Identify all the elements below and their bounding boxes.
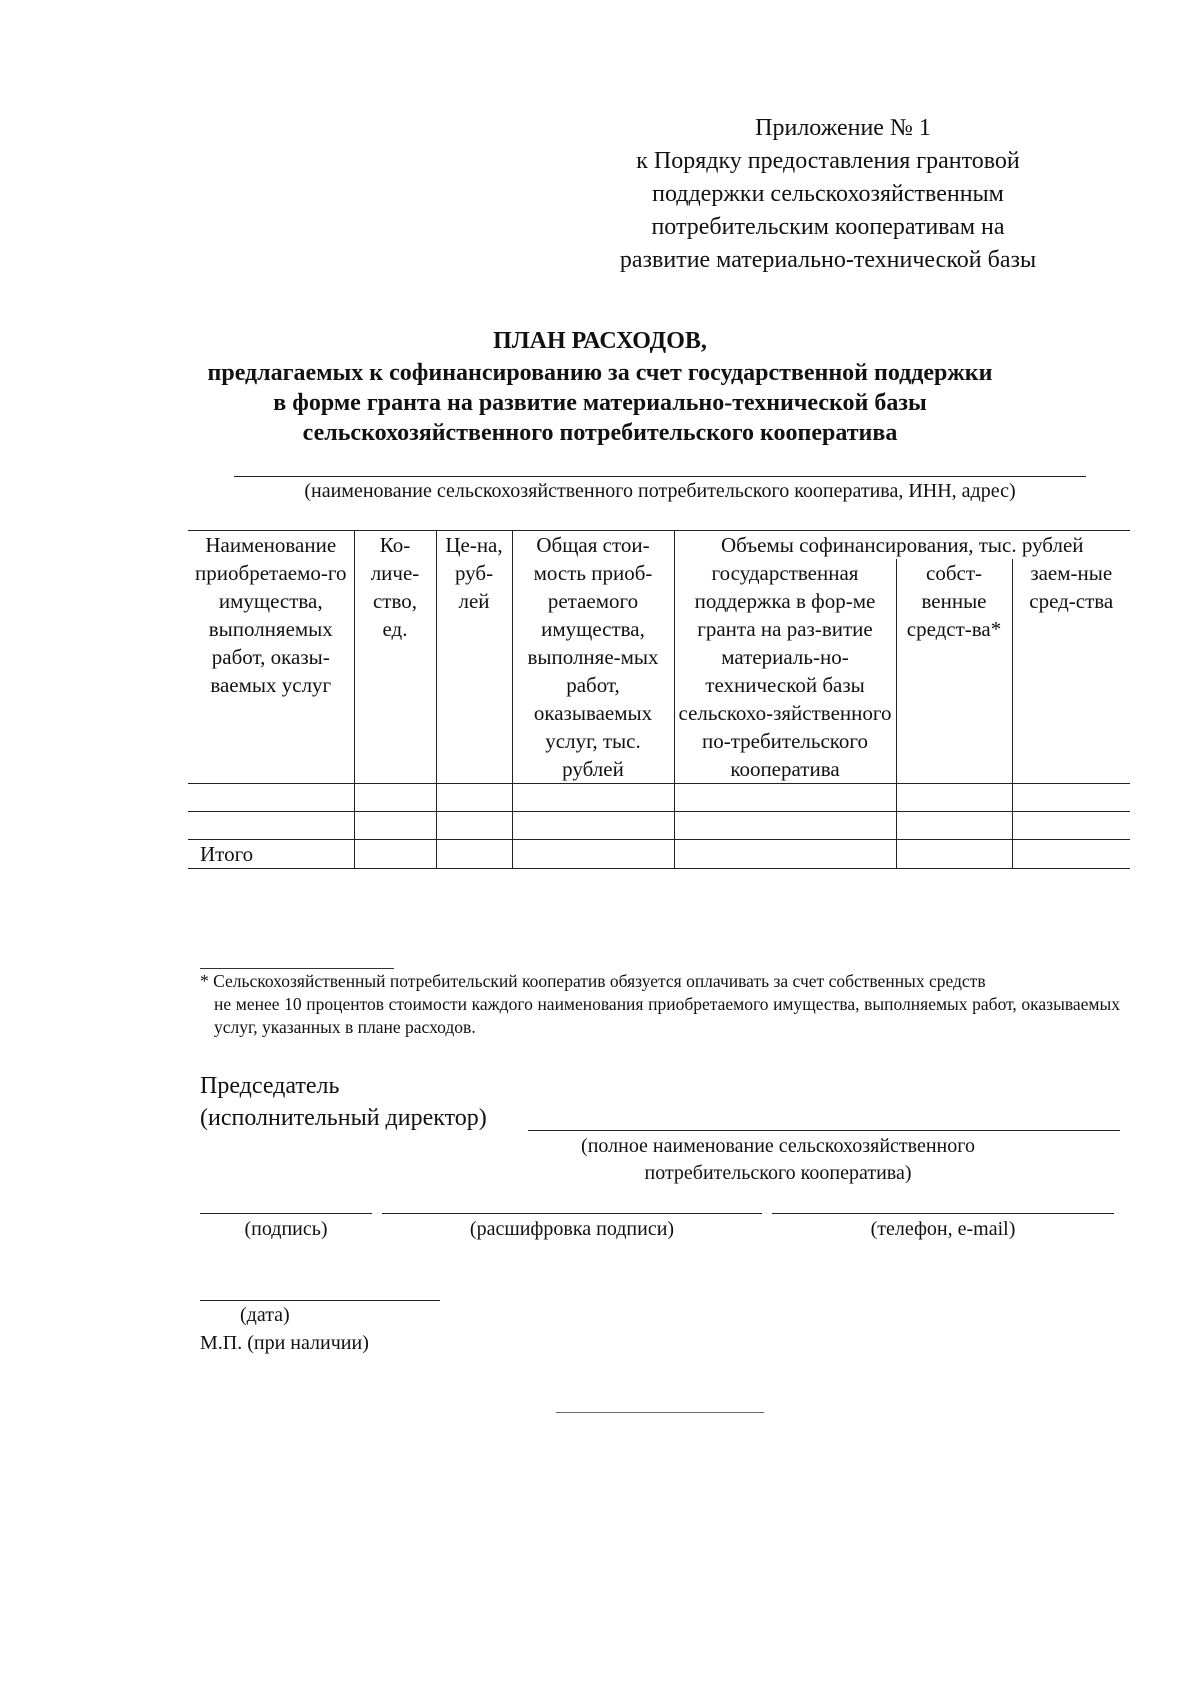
title-line-2: в форме гранта на развитие материально-технической базы <box>273 390 927 416</box>
table-row <box>188 784 1130 812</box>
table-cell[interactable] <box>1012 784 1130 812</box>
contact-caption: (телефон, e-mail) <box>870 1218 1016 1240</box>
header-borrowed-funds: заем-ные сред-ства <box>1012 559 1130 784</box>
signature-decode-blank-line[interactable] <box>382 1213 762 1214</box>
table-total-row <box>188 840 1130 869</box>
date-blank-line[interactable] <box>200 1300 440 1301</box>
signature-decode-caption: (расшифровка подписи) <box>469 1218 675 1240</box>
table-cell[interactable] <box>512 840 674 869</box>
table-cell[interactable] <box>512 812 674 840</box>
footnote <box>200 970 1120 1039</box>
header-state-support: государственная поддержка в фор-ме гранта на раз-витие материаль-но-технической базы сельскохо-зяйственного по-требительского кооператива <box>674 559 896 784</box>
header-item-name: Наименование приобретаемо-го имущества, выполняемых работ, оказы-ваемых услуг <box>188 531 354 784</box>
total-label: Итого <box>188 840 354 869</box>
table-cell[interactable] <box>436 812 512 840</box>
header-own-funds: собст-венные средст-ва* <box>896 559 1012 784</box>
org-full-name-caption-line-1: (полное наименование сельскохозяйственного <box>581 1135 975 1157</box>
footnote-separator <box>200 968 394 969</box>
table-row <box>188 812 1130 840</box>
table-cell[interactable] <box>354 812 436 840</box>
org-full-name-blank-line[interactable] <box>528 1130 1120 1131</box>
title-main: ПЛАН РАСХОДОВ, <box>493 328 707 354</box>
appendix-line-3: поддержки сельскохозяйственным <box>652 181 1004 207</box>
org-name-blank-line[interactable] <box>234 476 1086 477</box>
document-title <box>150 326 1050 448</box>
table-cell[interactable] <box>674 784 896 812</box>
title-line-1: предлагаемых к софинансированию за счет государственной поддержки <box>207 360 993 386</box>
table-cell[interactable] <box>674 812 896 840</box>
header-cofinancing-group: Объемы софинансирования, тыс. рублей <box>674 531 1130 560</box>
table-cell[interactable] <box>188 812 354 840</box>
org-full-name-caption <box>548 1133 1008 1187</box>
table-cell[interactable] <box>896 812 1012 840</box>
footnote-continuation: не менее 10 процентов стоимости каждого наименования приобретаемого имущества, выполняемых работ, оказываемых услуг, указанных в плане расходов. <box>214 994 1120 1037</box>
appendix-header <box>548 112 1108 277</box>
table-cell[interactable] <box>896 840 1012 869</box>
table-cell[interactable] <box>674 840 896 869</box>
signature-caption: (подпись) <box>244 1218 328 1240</box>
table-cell[interactable] <box>1012 840 1130 869</box>
header-total-cost: Общая стои-мость приоб-ретаемого имущества, выполняе-мых работ, оказываемых услуг, тыс. рублей <box>512 531 674 784</box>
table-cell[interactable] <box>436 840 512 869</box>
table-cell[interactable] <box>896 784 1012 812</box>
stamp-note: М.П. (при наличии) <box>200 1332 369 1354</box>
footnote-first-line: * Сельскохозяйственный потребительский кооператив обязуется оплачивать за счет собственных средств <box>200 971 986 991</box>
table-cell[interactable] <box>354 784 436 812</box>
table-cell[interactable] <box>354 840 436 869</box>
chairman-label <box>200 1070 487 1134</box>
header-price: Це-на, руб-лей <box>436 531 512 784</box>
table-cell[interactable] <box>1012 812 1130 840</box>
org-full-name-caption-line-2: потребительского кооператива) <box>644 1162 912 1184</box>
appendix-number: Приложение № 1 <box>755 115 931 141</box>
signature-blank-line[interactable] <box>200 1213 372 1214</box>
table-cell[interactable] <box>436 784 512 812</box>
chairman-line-1: Председатель <box>200 1073 340 1099</box>
contact-blank-line[interactable] <box>772 1213 1114 1214</box>
appendix-line-5: развитие материально-технической базы <box>619 247 1037 273</box>
table-cell[interactable] <box>188 784 354 812</box>
appendix-line-2: к Порядку предоставления грантовой <box>636 148 1020 174</box>
end-separator <box>556 1412 764 1413</box>
title-line-3: сельскохозяйственного потребительского кооператива <box>302 420 898 446</box>
table-cell[interactable] <box>512 784 674 812</box>
expense-plan-table <box>188 530 1130 869</box>
date-caption: (дата) <box>240 1304 290 1326</box>
appendix-line-4: потребительским кооперативам на <box>651 214 1005 240</box>
header-quantity: Ко-личе-ство, ед. <box>354 531 436 784</box>
chairman-line-2: (исполнительный директор) <box>200 1105 487 1131</box>
org-name-caption: (наименование сельскохозяйственного потребительского кооператива, ИНН, адрес) <box>304 480 1016 502</box>
